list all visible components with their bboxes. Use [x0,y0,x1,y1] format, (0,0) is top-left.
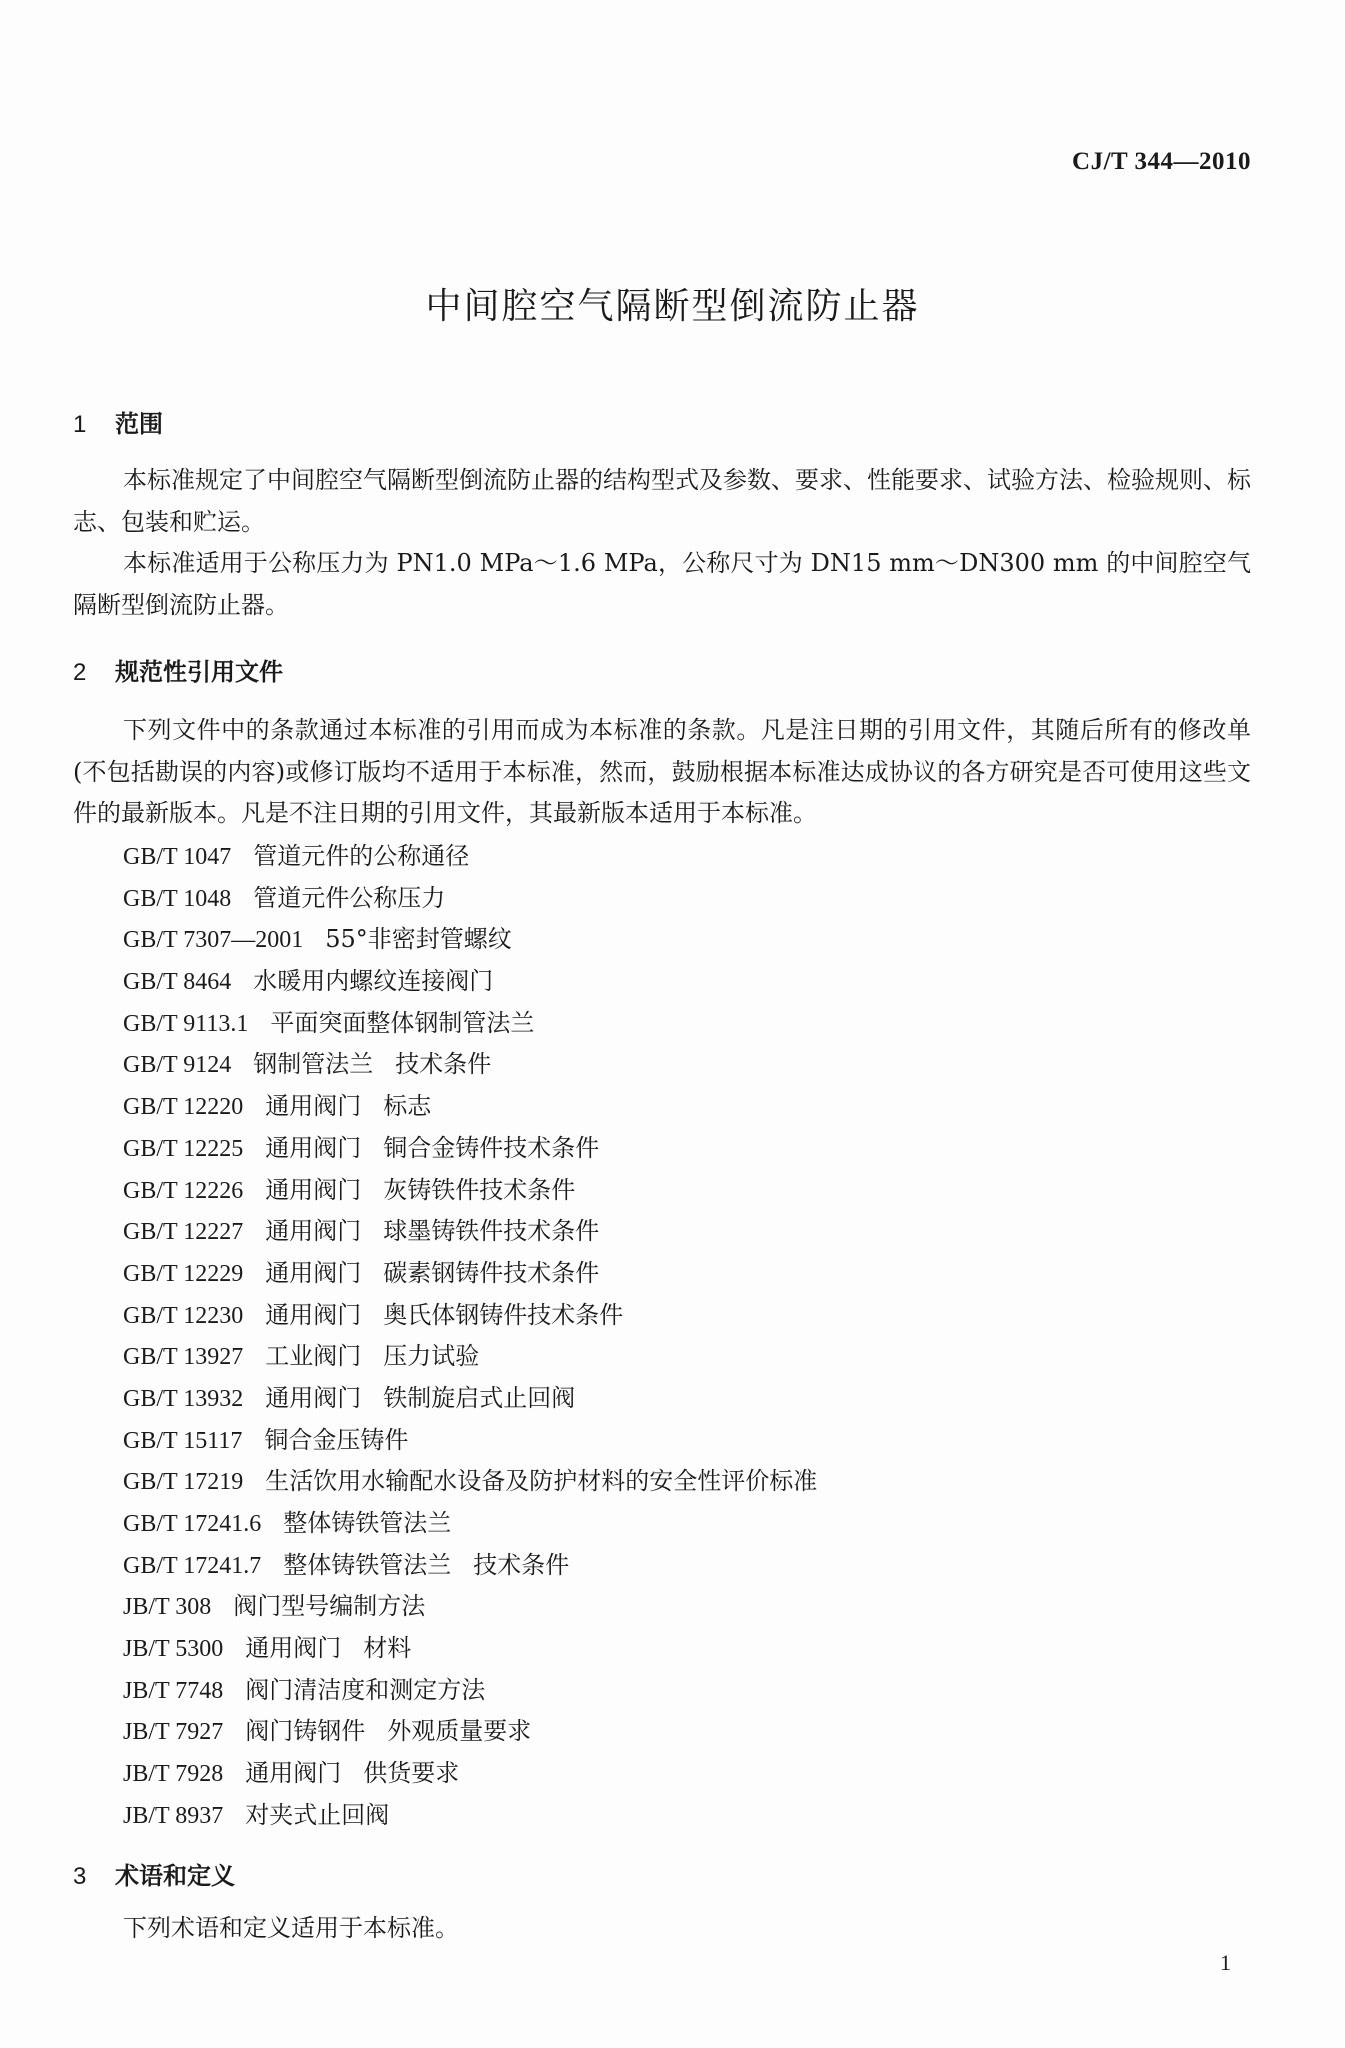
reference-code: GB/T 1047 [123,844,232,870]
reference-title: 生活饮用水输配水设备及防护材料的安全性评价标准 [265,1467,818,1496]
reference-item [123,1503,817,1545]
section-number: 1 [73,411,87,438]
reference-code: GB/T 12229 [123,1260,244,1287]
reference-item [123,1044,817,1086]
reference-subtitle: 球墨铸铁件技术条件 [383,1217,600,1246]
section-2-intro: 下列文件中的条款通过本标准的引用而成为本标准的条款。凡是注日期的引用文件，其随后所有的修改单(不包括勘误的内容)或修订版均不适用于本标准，然而，鼓励根据本标准达成协议的各方研究是否可使用这些文件的最新版本。凡是不注日期的引用文件，其最新版本适用于本标准。 [73,716,1251,827]
section-1-paragraph-1: 本标准规定了中间腔空气隔断型倒流防止器的结构型式及参数、要求、性能要求、试验方法、检验规则、标志、包装和贮运。 [73,466,1251,536]
reference-title: 平面突面整体钢制管法兰 [270,1008,535,1037]
reference-code: JB/T 308 [123,1594,212,1621]
reference-subtitle: 压力试验 [383,1342,480,1371]
reference-code: GB/T 17241.7 [123,1552,262,1579]
document-title: 中间腔空气隔断型倒流防止器 [425,286,920,327]
section-3-heading [73,1856,235,1891]
reference-item [123,1670,817,1712]
reference-item [123,1295,817,1337]
reference-title: 水暖用内螺纹连接阀门 [253,967,494,996]
reference-title: 55°非密封管螺纹 [325,925,512,954]
reference-code: GB/T 9113.1 [123,1010,249,1037]
reference-title: 管道元件的公称通径 [253,842,470,870]
reference-title: 通用阀门 [265,1133,362,1162]
reference-title: 通用阀门 [245,1759,342,1788]
reference-code: JB/T 5300 [123,1636,224,1663]
section-number: 2 [73,659,87,686]
reference-title: 整体铸铁管法兰 [283,1509,452,1537]
section-2-heading [73,652,283,687]
reference-code: GB/T 12220 [123,1094,244,1121]
reference-item [123,1711,817,1753]
reference-title: 通用阀门 [265,1300,362,1329]
reference-title: 通用阀门 [265,1383,362,1412]
reference-list [123,836,817,1837]
reference-subtitle: 铁制旋启式止回阀 [383,1383,576,1412]
reference-title: 铜合金压铸件 [264,1425,409,1454]
section-title: 规范性引用文件 [115,658,283,686]
section-number: 3 [73,1863,87,1890]
section-title: 范围 [115,410,163,438]
reference-code: GB/T 12225 [123,1135,244,1162]
reference-item [123,1170,817,1212]
reference-item [123,1795,817,1837]
reference-title: 对夹式止回阀 [245,1800,390,1829]
reference-code: GB/T 1048 [123,885,232,912]
reference-code: GB/T 17219 [123,1469,244,1496]
section-3-text: 下列术语和定义适用于本标准。 [123,1914,459,1942]
reference-code: GB/T 9124 [123,1052,232,1079]
reference-item [123,878,817,920]
reference-code: GB/T 8464 [123,969,232,996]
reference-item [123,1420,817,1462]
reference-subtitle: 标志 [383,1092,432,1121]
reference-title: 工业阀门 [265,1342,362,1371]
reference-item [123,1211,817,1253]
reference-item [123,1378,817,1420]
reference-item [123,1461,817,1503]
page-number: 1 [1220,1950,1231,1975]
standard-code: CJ/T 344—2010 [1072,148,1251,175]
reference-item [123,836,817,878]
reference-item [123,1586,817,1628]
reference-code: GB/T 12227 [123,1219,244,1246]
reference-subtitle: 外观质量要求 [387,1717,532,1746]
reference-subtitle: 技术条件 [473,1550,570,1579]
reference-title: 阀门铸钢件 [245,1717,366,1746]
reference-title: 通用阀门 [265,1175,362,1204]
reference-title: 阀门型号编制方法 [233,1592,426,1621]
reference-title: 通用阀门 [245,1634,342,1663]
reference-title: 整体铸铁管法兰 [283,1550,452,1579]
reference-code: JB/T 7928 [123,1761,224,1788]
reference-title: 通用阀门 [265,1217,362,1246]
reference-title: 钢制管法兰 [253,1050,374,1079]
reference-code: JB/T 7748 [123,1677,224,1704]
reference-subtitle: 技术条件 [395,1050,492,1079]
reference-item [123,1336,817,1378]
section-title: 术语和定义 [115,1862,235,1890]
reference-code: JB/T 7927 [123,1719,224,1746]
reference-code: GB/T 13932 [123,1385,244,1412]
reference-code: GB/T 12226 [123,1177,244,1204]
reference-subtitle: 铜合金铸件技术条件 [383,1133,600,1162]
reference-title: 通用阀门 [265,1258,362,1287]
reference-code: JB/T 8937 [123,1802,224,1829]
reference-item [123,1753,817,1795]
reference-item [123,1253,817,1295]
reference-subtitle: 灰铸铁件技术条件 [383,1175,576,1204]
reference-item [123,1628,817,1670]
section-1-paragraph-2: 本标准适用于公称压力为 PN1.0 MPa～1.6 MPa，公称尺寸为 DN15 mm～DN300 mm 的中间腔空气隔断型倒流防止器。 [73,549,1251,619]
reference-item [123,961,817,1003]
section-1-heading [73,404,163,439]
reference-item [123,1086,817,1128]
reference-code: GB/T 13927 [123,1344,244,1371]
reference-subtitle: 材料 [363,1634,412,1663]
reference-item [123,1003,817,1045]
reference-subtitle: 供货要求 [363,1759,460,1788]
reference-item [123,1128,817,1170]
reference-code: GB/T 12230 [123,1302,244,1329]
reference-title: 阀门清洁度和测定方法 [245,1675,486,1704]
reference-subtitle: 奥氏体钢铸件技术条件 [383,1300,624,1329]
reference-code: GB/T 17241.6 [123,1511,262,1537]
reference-title: 管道元件公称压力 [253,883,446,912]
reference-code: GB/T 7307—2001 [123,927,304,954]
reference-item [123,1545,817,1587]
reference-code: GB/T 15117 [123,1427,243,1454]
reference-title: 通用阀门 [265,1092,362,1121]
reference-item [123,919,817,961]
reference-subtitle: 碳素钢铸件技术条件 [383,1258,600,1287]
